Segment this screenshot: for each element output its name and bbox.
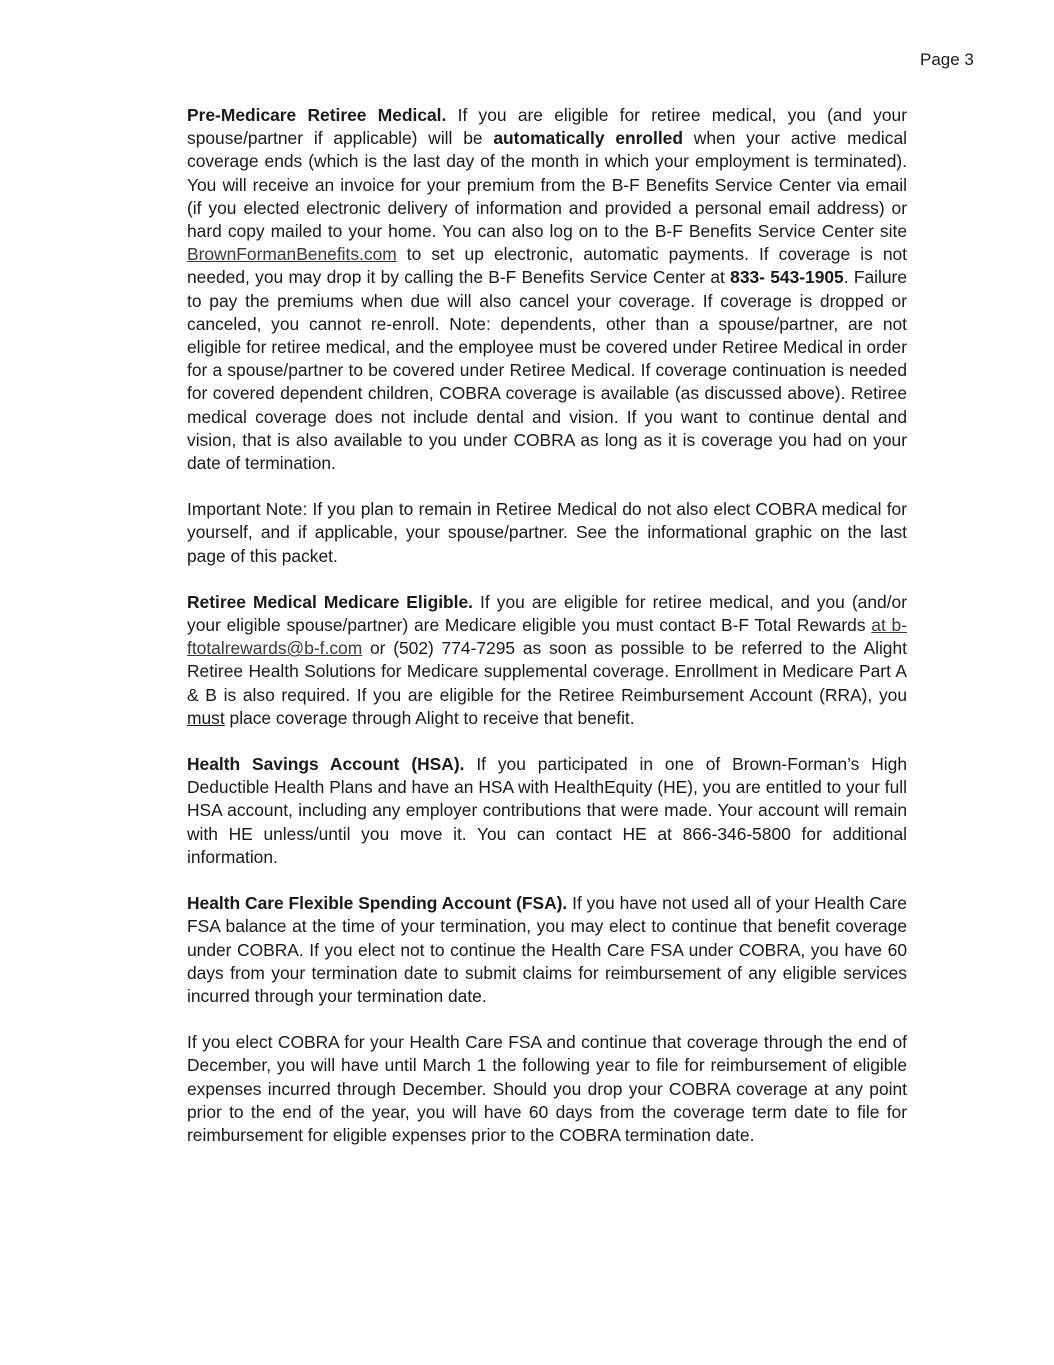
hsa-heading: Health Savings Account (HSA). — [187, 754, 465, 775]
hsa-text: If you participated in one of Brown-Forman’s High Deductible Health Plans and have an HSA with HealthEquity (HE), you are entitled to your full HSA account, including any employer contributions that were made. Your account will remain with HE unless/until you move it. You can contact HE at 866-346-5800 for additional information. — [187, 754, 907, 867]
medicare-eligible-text-3: place coverage through Alight to receive that benefit. — [224, 707, 635, 728]
pre-medicare-text-3: to set up electronic, automatic payments. If coverage is not needed, you may drop it by calling the B-F Benefits Service Center at — [187, 244, 907, 288]
medicare-eligible-text-2: or (502) 774-7295 as soon as possible to be referred to the Alight Retiree Health Solutions for Medicare supplemental coverage. Enrollment in Medicare Part A & B is also required. If you are eligible for the Retiree Reimbursement Account (RRA), you — [187, 638, 907, 705]
benefits-site-link[interactable]: BrownFormanBenefits.com — [187, 244, 397, 265]
fsa-cobra-paragraph: If you elect COBRA for your Health Care FSA and continue that coverage through the end of December, you will have until March 1 the following year to file for reimbursement of eligible expenses incurred through December. Should you drop your COBRA coverage at any point prior to the end of the year, you will have 60 days from the coverage term date to file for reimbursement for eligible expenses prior to the COBRA termination date. — [187, 1032, 907, 1145]
total-rewards-email-link[interactable]: at b-ftotalrewards@b-f.com — [187, 615, 907, 659]
pre-medicare-heading: Pre-Medicare Retiree Medical. — [187, 105, 447, 125]
fsa-heading: Health Care Flexible Spending Account (FSA). — [187, 893, 568, 914]
pre-medicare-paragraph — [187, 104, 907, 475]
service-center-phone: 833- 543-1905 — [730, 267, 844, 288]
document-body — [187, 104, 907, 1170]
must-emphasis: must — [187, 707, 225, 728]
pre-medicare-text-2: when your active medical coverage ends (which is the last day of the month in which your employment is terminated). You will receive an invoice for your premium from the B-F Benefits Service Center via email (if you elected electronic delivery of information and provided a personal email address) or hard copy mailed to your home. You can also log on to the B-F Benefits Service Center site — [187, 128, 907, 242]
pre-medicare-text-4: . Failure to pay the premiums when due will also cancel your coverage. If coverage is dropped or canceled, you cannot re-enroll. Note: dependents, other than a spouse/partner, are not eligible for retiree medical, and the employee must be covered under Retiree Medical in order for a spouse/partner to be covered under Retiree Medical. If coverage continuation is needed for covered dependent children, COBRA coverage is available (as discussed above). Retiree medical coverage does not include dental and vision. If you want to continue dental and vision, that is also available to you under COBRA as long as it is coverage you had on your date of termination. — [187, 267, 907, 474]
medicare-eligible-text-1: If you are eligible for retiree medical, and you (and/or your eligible spouse/partner) are Medicare eligible you must contact B-F Total Rewards — [187, 591, 907, 636]
important-note-paragraph: Important Note: If you plan to remain in Retiree Medical do not also elect COBRA medical for yourself, and if applicable, your spouse/partner. See the informational graphic on the last page of this packet. — [187, 499, 907, 566]
auto-enrolled-emphasis: automatically enrolled — [493, 128, 683, 149]
page-number: Page 3 — [920, 50, 974, 69]
fsa-text: If you have not used all of your Health Care FSA balance at the time of your termination, you may elect to continue that benefit coverage under COBRA. If you elect not to continue the Health Care FSA under COBRA, you have 60 days from your termination date to submit claims for reimbursement of any eligible services incurred through your termination date. — [187, 893, 907, 1006]
medicare-eligible-heading: Retiree Medical Medicare Eligible. — [187, 591, 473, 612]
hsa-paragraph — [187, 753, 907, 869]
medicare-eligible-paragraph — [187, 591, 907, 730]
fsa-paragraph — [187, 892, 907, 1008]
pre-medicare-text-1: If you are eligible for retiree medical, you (and your spouse/partner if applicable) will be — [187, 105, 907, 149]
